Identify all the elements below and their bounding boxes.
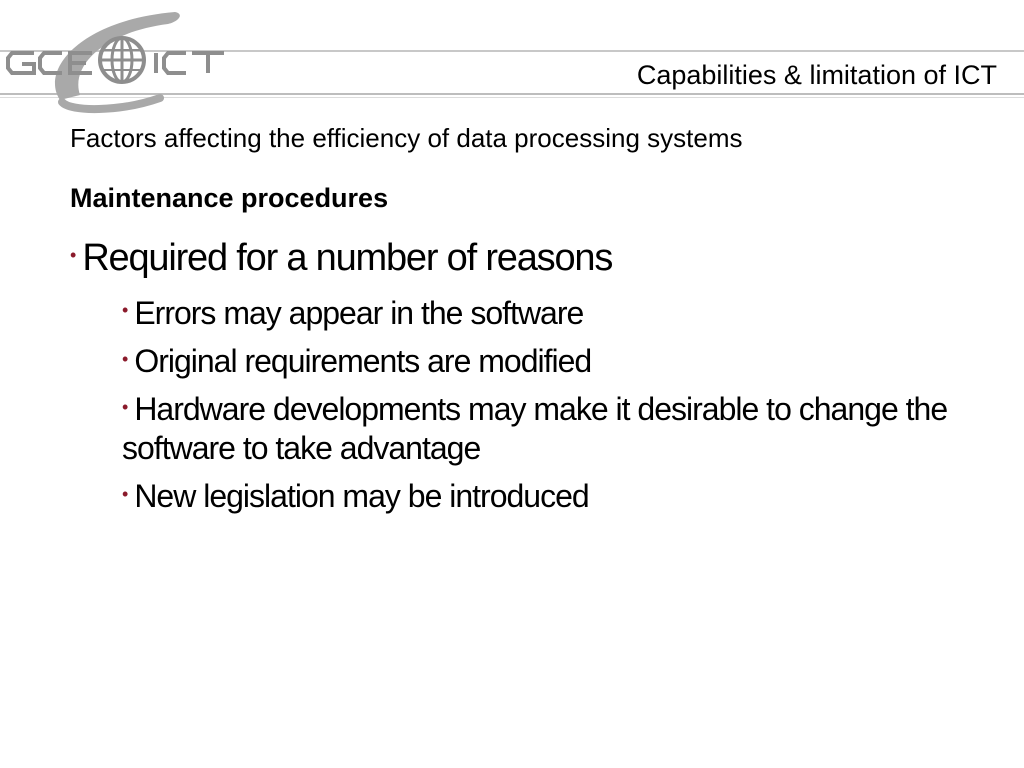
bullet-dot-icon: • (122, 348, 129, 369)
sub-bullet-item (122, 390, 990, 467)
slide-subtitle: Factors affecting the efficiency of data processing systems (70, 123, 743, 153)
bullet-list (70, 236, 990, 526)
sub-bullet-item (122, 294, 990, 332)
sub-bullet-text: Errors may appear in the software (134, 294, 584, 331)
sub-bullet-text: New legislation may be introduced (134, 478, 589, 515)
header-title: Capabilities & limitation of ICT (636, 60, 997, 90)
sub-bullet-item (122, 342, 990, 380)
bullet-item-main (70, 236, 990, 282)
bullet-text: Required for a number of reasons (82, 237, 613, 279)
bullet-dot-icon: • (122, 483, 129, 504)
bullet-dot-icon: • (70, 245, 77, 266)
globe-logo-icon (0, 0, 240, 120)
sub-bullet-text: Original requirements are modified (134, 342, 592, 379)
sub-bullet-item (122, 477, 990, 515)
sub-bullet-text: Hardware developments may make it desirable to change the software to take advantage (122, 391, 948, 466)
section-heading: Maintenance procedures (70, 183, 389, 213)
bullet-dot-icon: • (122, 397, 129, 418)
bullet-dot-icon: • (122, 300, 129, 321)
